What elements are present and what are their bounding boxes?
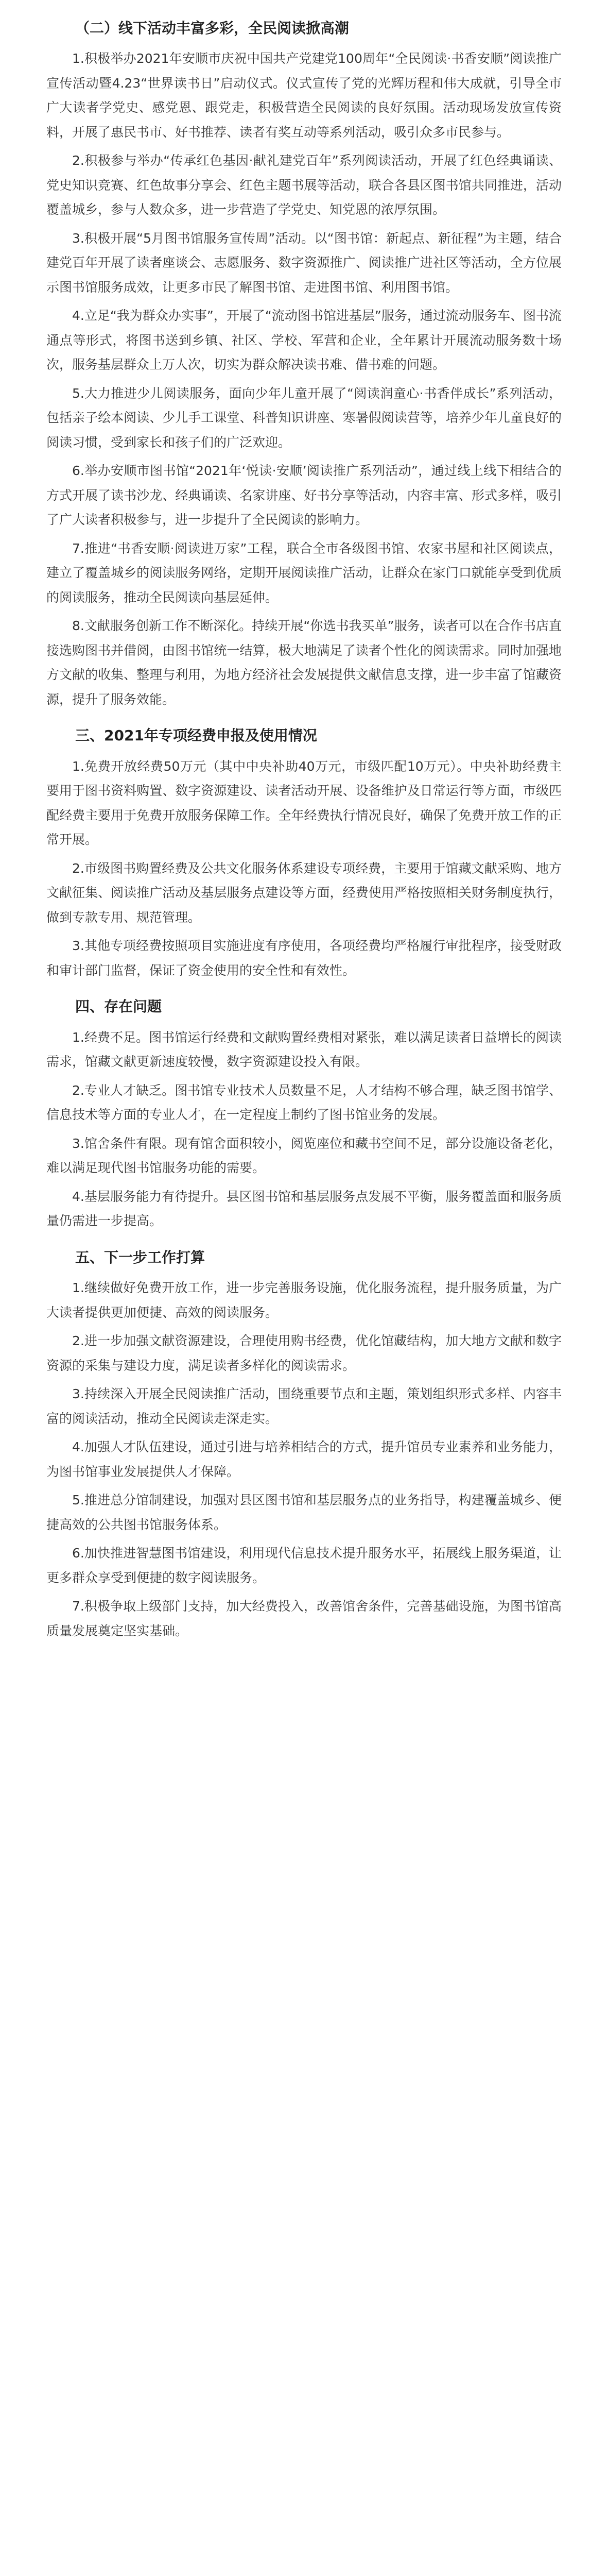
document-content	[46, 15, 562, 1643]
body-paragraph: 7.积极争取上级部门支持，加大经费投入，改善馆舍条件，完善基础设施，为图书馆高质量发展奠定坚实基础。	[46, 1599, 562, 1638]
body-paragraph: 2.专业人才缺乏。图书馆专业技术人员数量不足，人才结构不够合理，缺乏图书馆学、信息技术等方面的专业人才，在一定程度上制约了图书馆业务的发展。	[46, 1082, 562, 1123]
section-heading: 五、下一步工作打算	[75, 1248, 205, 1266]
body-paragraph: 1.免费开放经费50万元（其中中央补助40万元，市级匹配10万元）。中央补助经费主要用于图书资料购置、数字资源建设、读者活动开展、设备维护及日常运行等方面，市级匹配经费主要用于免费开放服务保障工作。全年经费执行情况良好，确保了免费开放工作的正常开展。	[46, 758, 562, 848]
body-paragraph: 5.大力推进少儿阅读服务，面向少年儿童开展了“阅读润童心·书香伴成长”系列活动，包括亲子绘本阅读、少儿手工课堂、科普知识讲座、寒暑假阅读营等，培养少年儿童良好的阅读习惯，受到家长和孩子们的广泛欢迎。	[46, 385, 562, 450]
body-paragraph: 2.市级图书购置经费及公共文化服务体系建设专项经费，主要用于馆藏文献采购、地方文献征集、阅读推广活动及基层服务点建设等方面，经费使用严格按照相关财务制度执行，做到专款专用、规范管理。	[46, 860, 562, 925]
section-heading: （二）线下活动丰富多彩，全民阅读掀高潮	[75, 20, 350, 37]
body-paragraph: 4.加强人才队伍建设，通过引进与培养相结合的方式，提升馆员专业素养和业务能力，为图书馆事业发展提供人才保障。	[46, 1439, 562, 1479]
section-heading: 三、2021年专项经费申报及使用情况	[75, 727, 317, 744]
body-paragraph: 6.举办安顺市图书馆“2021年‘悦读·安顺’阅读推广系列活动”，通过线上线下相结合的方式开展了读书沙龙、经典诵读、名家讲座、好书分享等活动，内容丰富、形式多样，吸引了广大读者积极参与，进一步提升了全民阅读的影响力。	[46, 463, 562, 528]
body-paragraph: 1.经费不足。图书馆运行经费和文献购置经费相对紧张，难以满足读者日益增长的阅读需求，馆藏文献更新速度较慢，数字资源建设投入有限。	[46, 1029, 562, 1070]
body-paragraph: 4.基层服务能力有待提升。县区图书馆和基层服务点发展不平衡，服务覆盖面和服务质量仍需进一步提高。	[46, 1189, 562, 1229]
body-paragraph: 5.推进总分馆制建设，加强对县区图书馆和基层服务点的业务指导，构建覆盖城乡、便捷高效的公共图书馆服务体系。	[46, 1493, 562, 1532]
body-paragraph: 1.积极举办2021年安顺市庆祝中国共产党建党100周年“全民阅读·书香安顺”阅读推广宣传活动暨4.23“世界读书日”启动仪式。仪式宣传了党的光辉历程和伟大成就，引导全市广大读者学党史、感党恩、跟党走，积极营造全民阅读的良好氛围。活动现场发放宣传资料，开展了惠民书市、好书推荐、读者有奖互动等系列活动，吸引众多市民参与。	[46, 51, 562, 140]
body-paragraph: 2.进一步加强文献资源建设，合理使用购书经费，优化馆藏结构，加大地方文献和数字资源的采集与建设力度，满足读者多样化的阅读需求。	[46, 1333, 562, 1373]
body-paragraph: 3.馆舍条件有限。现有馆舍面积较小，阅览座位和藏书空间不足，部分设施设备老化，难以满足现代图书馆服务功能的需要。	[46, 1136, 562, 1176]
body-paragraph: 3.其他专项经费按照项目实施进度有序使用，各项经费均严格履行审批程序，接受财政和审计部门监督，保证了资金使用的安全性和有效性。	[46, 938, 562, 978]
body-paragraph: 1.继续做好免费开放工作，进一步完善服务设施，优化服务流程，提升服务质量，为广大读者提供更加便捷、高效的阅读服务。	[46, 1280, 562, 1320]
body-paragraph: 4.立足“我为群众办实事”，开展了“流动图书馆进基层”服务，通过流动服务车、图书流通点等形式，将图书送到乡镇、社区、学校、军营和企业，全年累计开展流动服务数十场次，服务基层群众上万人次，切实为群众解决读书难、借书难的问题。	[46, 308, 562, 372]
body-paragraph: 3.积极开展“5月图书馆服务宣传周”活动。以“图书馆：新起点、新征程”为主题，结合建党百年开展了读者座谈会、志愿服务、数字资源推广、阅读推广进社区等活动，全方位展示图书馆服务成效，让更多市民了解图书馆、走进图书馆、利用图书馆。	[46, 230, 562, 295]
body-paragraph: 3.持续深入开展全民阅读推广活动，围绕重要节点和主题，策划组织形式多样、内容丰富的阅读活动，推动全民阅读走深走实。	[46, 1386, 562, 1426]
body-paragraph: 2.积极参与举办“传承红色基因·献礼建党百年”系列阅读活动，开展了红色经典诵读、党史知识竞赛、红色故事分享会、红色主题书展等活动，联合各县区图书馆共同推进，活动覆盖城乡，参与人数众多，进一步营造了学党史、知党恩的浓厚氛围。	[46, 153, 562, 217]
body-paragraph: 7.推进“书香安顺·阅读进万家”工程，联合全市各级图书馆、农家书屋和社区阅读点，建立了覆盖城乡的阅读服务网络，定期开展阅读推广活动，让群众在家门口就能享受到优质的阅读服务，推动全民阅读向基层延伸。	[46, 540, 562, 605]
body-paragraph: 6.加快推进智慧图书馆建设，利用现代信息技术提升服务水平，拓展线上服务渠道，让更多群众享受到便捷的数字阅读服务。	[46, 1546, 562, 1585]
section-heading: 四、存在问题	[75, 998, 162, 1015]
body-paragraph: 8.文献服务创新工作不断深化。持续开展“你选书我买单”服务，读者可以在合作书店直接选购图书并借阅，由图书馆统一结算，极大地满足了读者个性化的阅读需求。同时加强地方文献的收集、整理与利用，为地方经济社会发展提供文献信息支撑，进一步丰富了馆藏资源，提升了服务效能。	[46, 618, 562, 707]
